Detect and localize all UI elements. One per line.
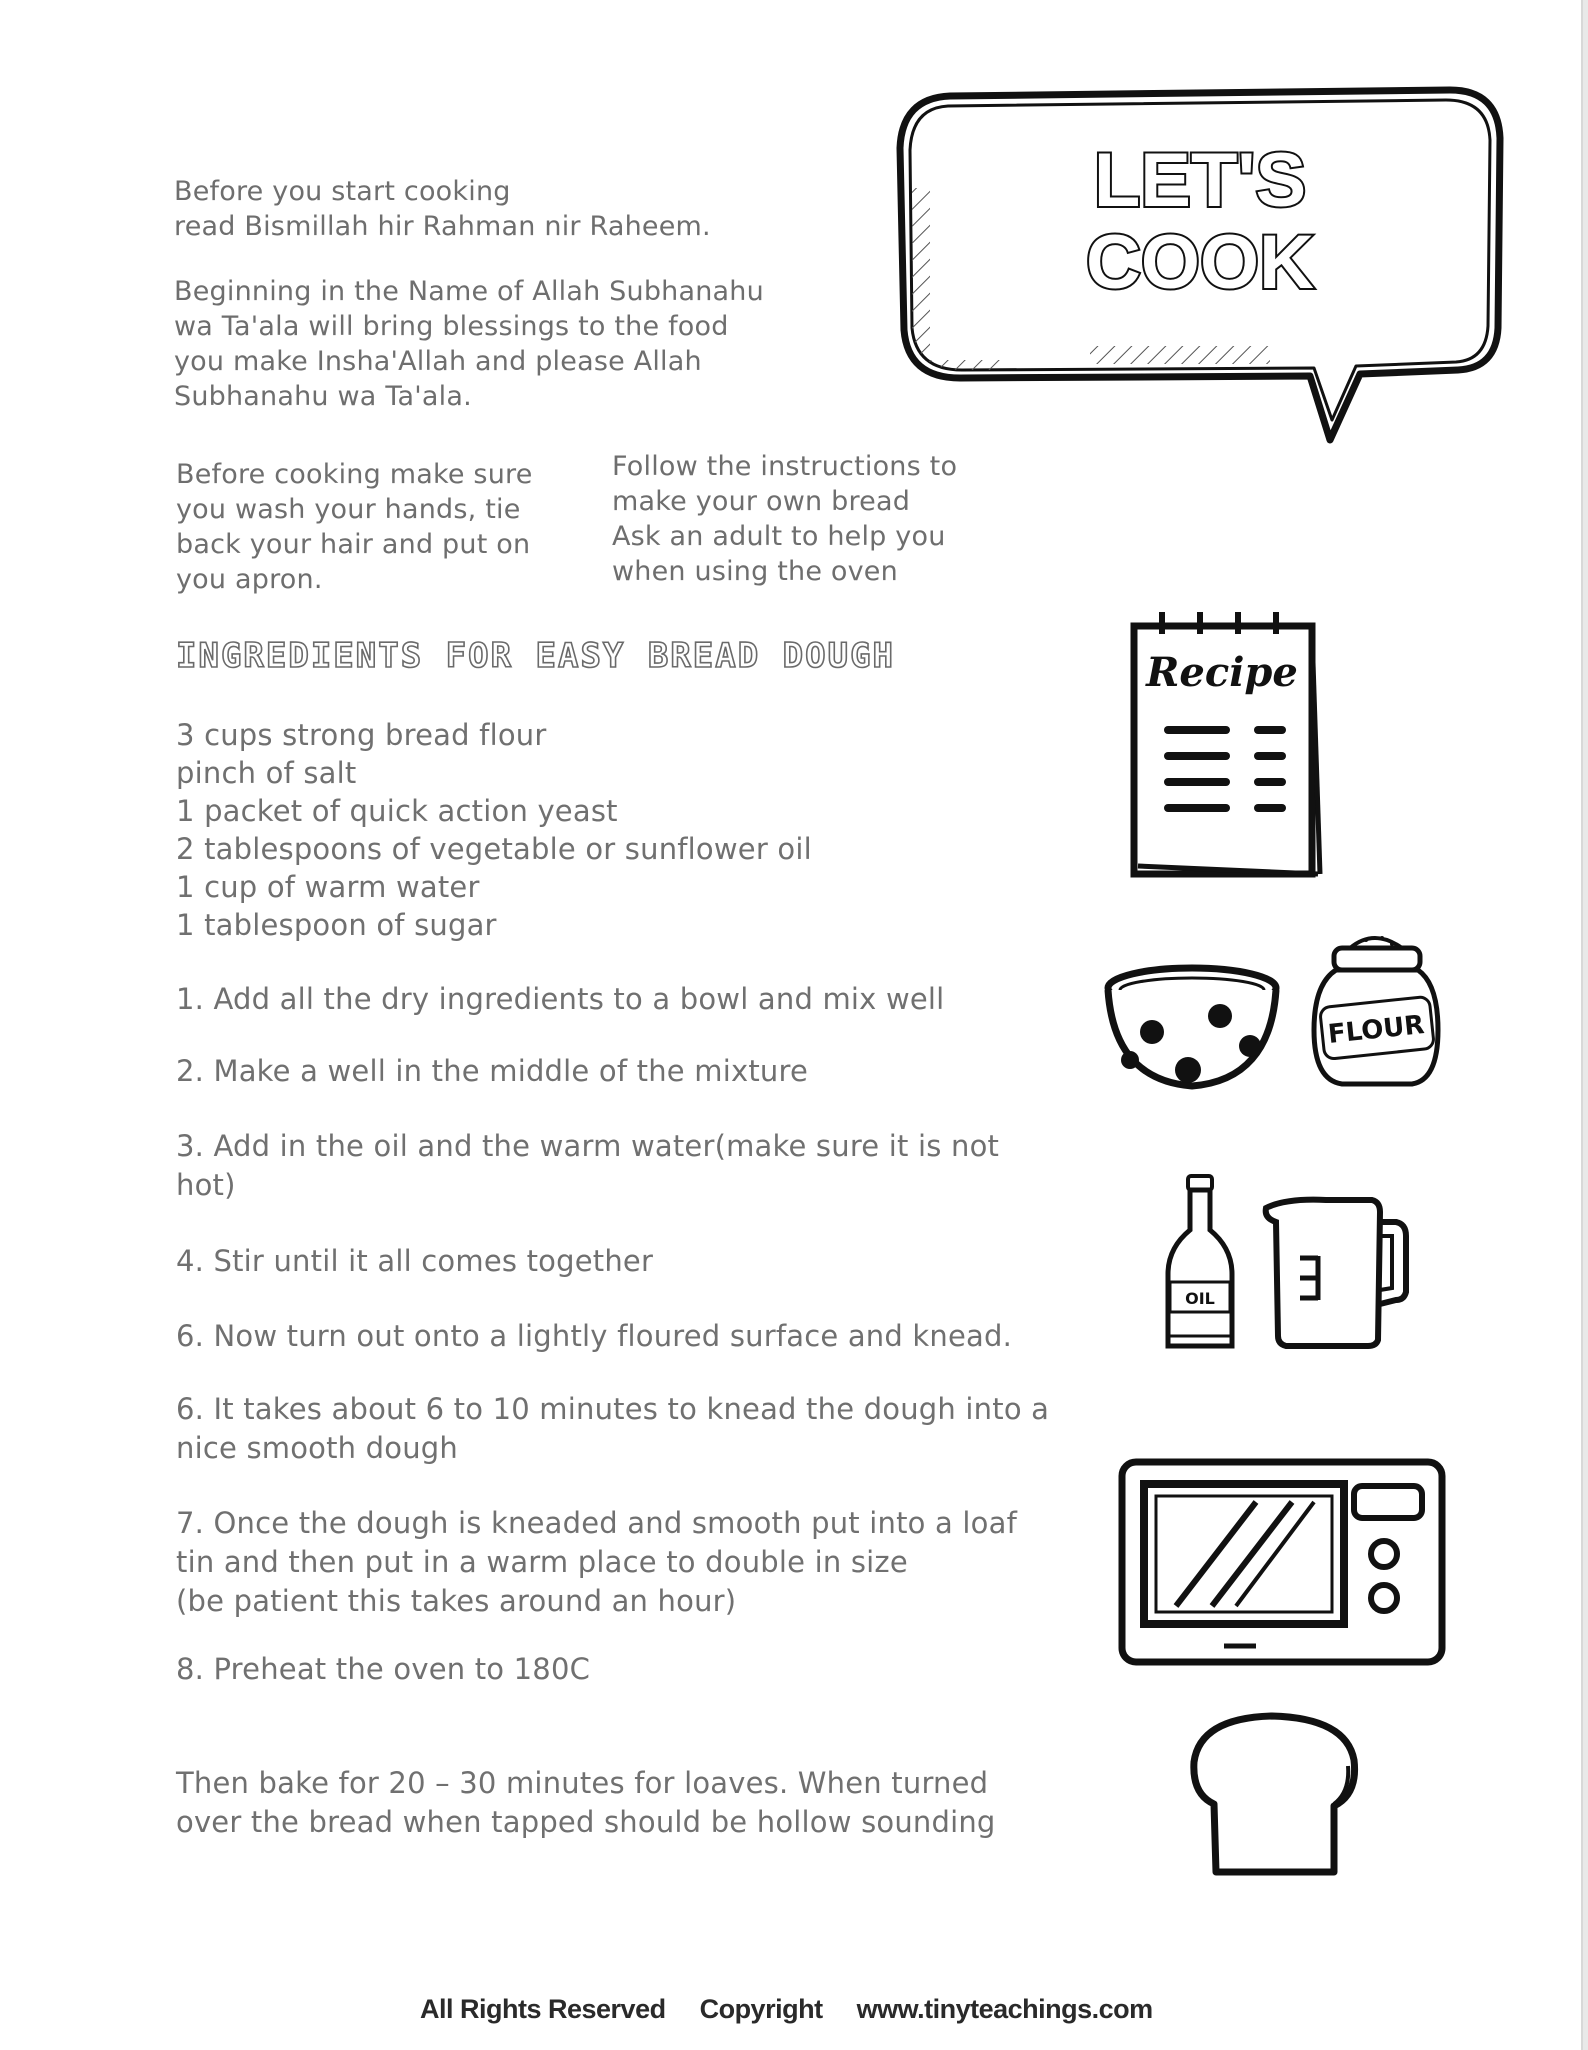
flour-jar-icon — [1308, 924, 1442, 1096]
ingredient-list — [176, 716, 812, 944]
step-5: 6. Now turn out onto a lightly floured surface and knead. — [176, 1319, 1013, 1353]
measuring-jug-icon — [1256, 1192, 1416, 1352]
page-edge — [1581, 0, 1588, 2050]
list-item: pinch of salt — [176, 756, 357, 790]
step-7: 7. Once the dough is kneaded and smooth put into a loaf tin and then put in a warm place to double in size (be patient this takes around an hour) — [176, 1506, 1017, 1618]
page-footer — [420, 1994, 1180, 2025]
intro-paragraph-2: Beginning in the Name of Allah Subhanahu wa Ta'ala will bring blessings to the food you make Insha'Allah and please Allah Subhanahu wa Ta'ala. — [174, 276, 764, 412]
flour-label: FLOUR — [1326, 1010, 1426, 1050]
list-item: 3 cups strong bread flour — [176, 718, 547, 752]
step-1: 1. Add all the dry ingredients to a bowl and mix well — [176, 982, 945, 1016]
list-item: 1 packet of quick action yeast — [176, 794, 618, 828]
step-2: 2. Make a well in the middle of the mixture — [176, 1054, 809, 1088]
step-4: 4. Stir until it all comes together — [176, 1244, 654, 1278]
recipe-label: Recipe — [1146, 649, 1298, 696]
list-item: 1 tablespoon of sugar — [176, 908, 497, 942]
footer-copyright: Copyright — [699, 1994, 823, 2024]
lets-cook-speech-bubble — [890, 78, 1510, 448]
footer-rights: All Rights Reserved — [420, 1994, 666, 2024]
bubble-title-line1: LET'S — [1093, 138, 1307, 223]
ingredients-heading: INGREDIENTS FOR EASY BREAD DOUGH — [176, 636, 896, 676]
intro-paragraph-4: Follow the instructions to make your own bread Ask an adult to help you when using the oven — [612, 451, 958, 587]
oil-label: OIL — [1185, 1289, 1215, 1308]
step-3: 3. Add in the oil and the warm water(make sure it is not hot) — [176, 1129, 1000, 1202]
recipe-notepad-icon — [1122, 604, 1328, 884]
list-item: 2 tablespoons of vegetable or sunflower oil — [176, 832, 812, 866]
step-8: 8. Preheat the oven to 180C — [176, 1652, 591, 1686]
step-6: 6. It takes about 6 to 10 minutes to knead the dough into a nice smooth dough — [176, 1392, 1050, 1465]
oil-bottle-icon — [1160, 1170, 1240, 1356]
mixing-bowl-icon — [1100, 960, 1284, 1092]
bubble-title-line2: COOK — [1086, 220, 1314, 305]
intro-paragraph-1: Before you start cooking read Bismillah hir Rahman nir Raheem. — [174, 176, 711, 242]
oven-icon — [1116, 1456, 1450, 1676]
closing-paragraph: Then bake for 20 – 30 minutes for loaves. When turned over the bread when tapped should be hollow sounding — [176, 1766, 996, 1839]
footer-website-link[interactable]: www.tinyteachings.com — [856, 1994, 1153, 2024]
intro-paragraph-3: Before cooking make sure you wash your hands, tie back your hair and put on you apron. — [176, 459, 533, 595]
bread-slice-icon — [1186, 1708, 1364, 1880]
list-item: 1 cup of warm water — [176, 870, 480, 904]
